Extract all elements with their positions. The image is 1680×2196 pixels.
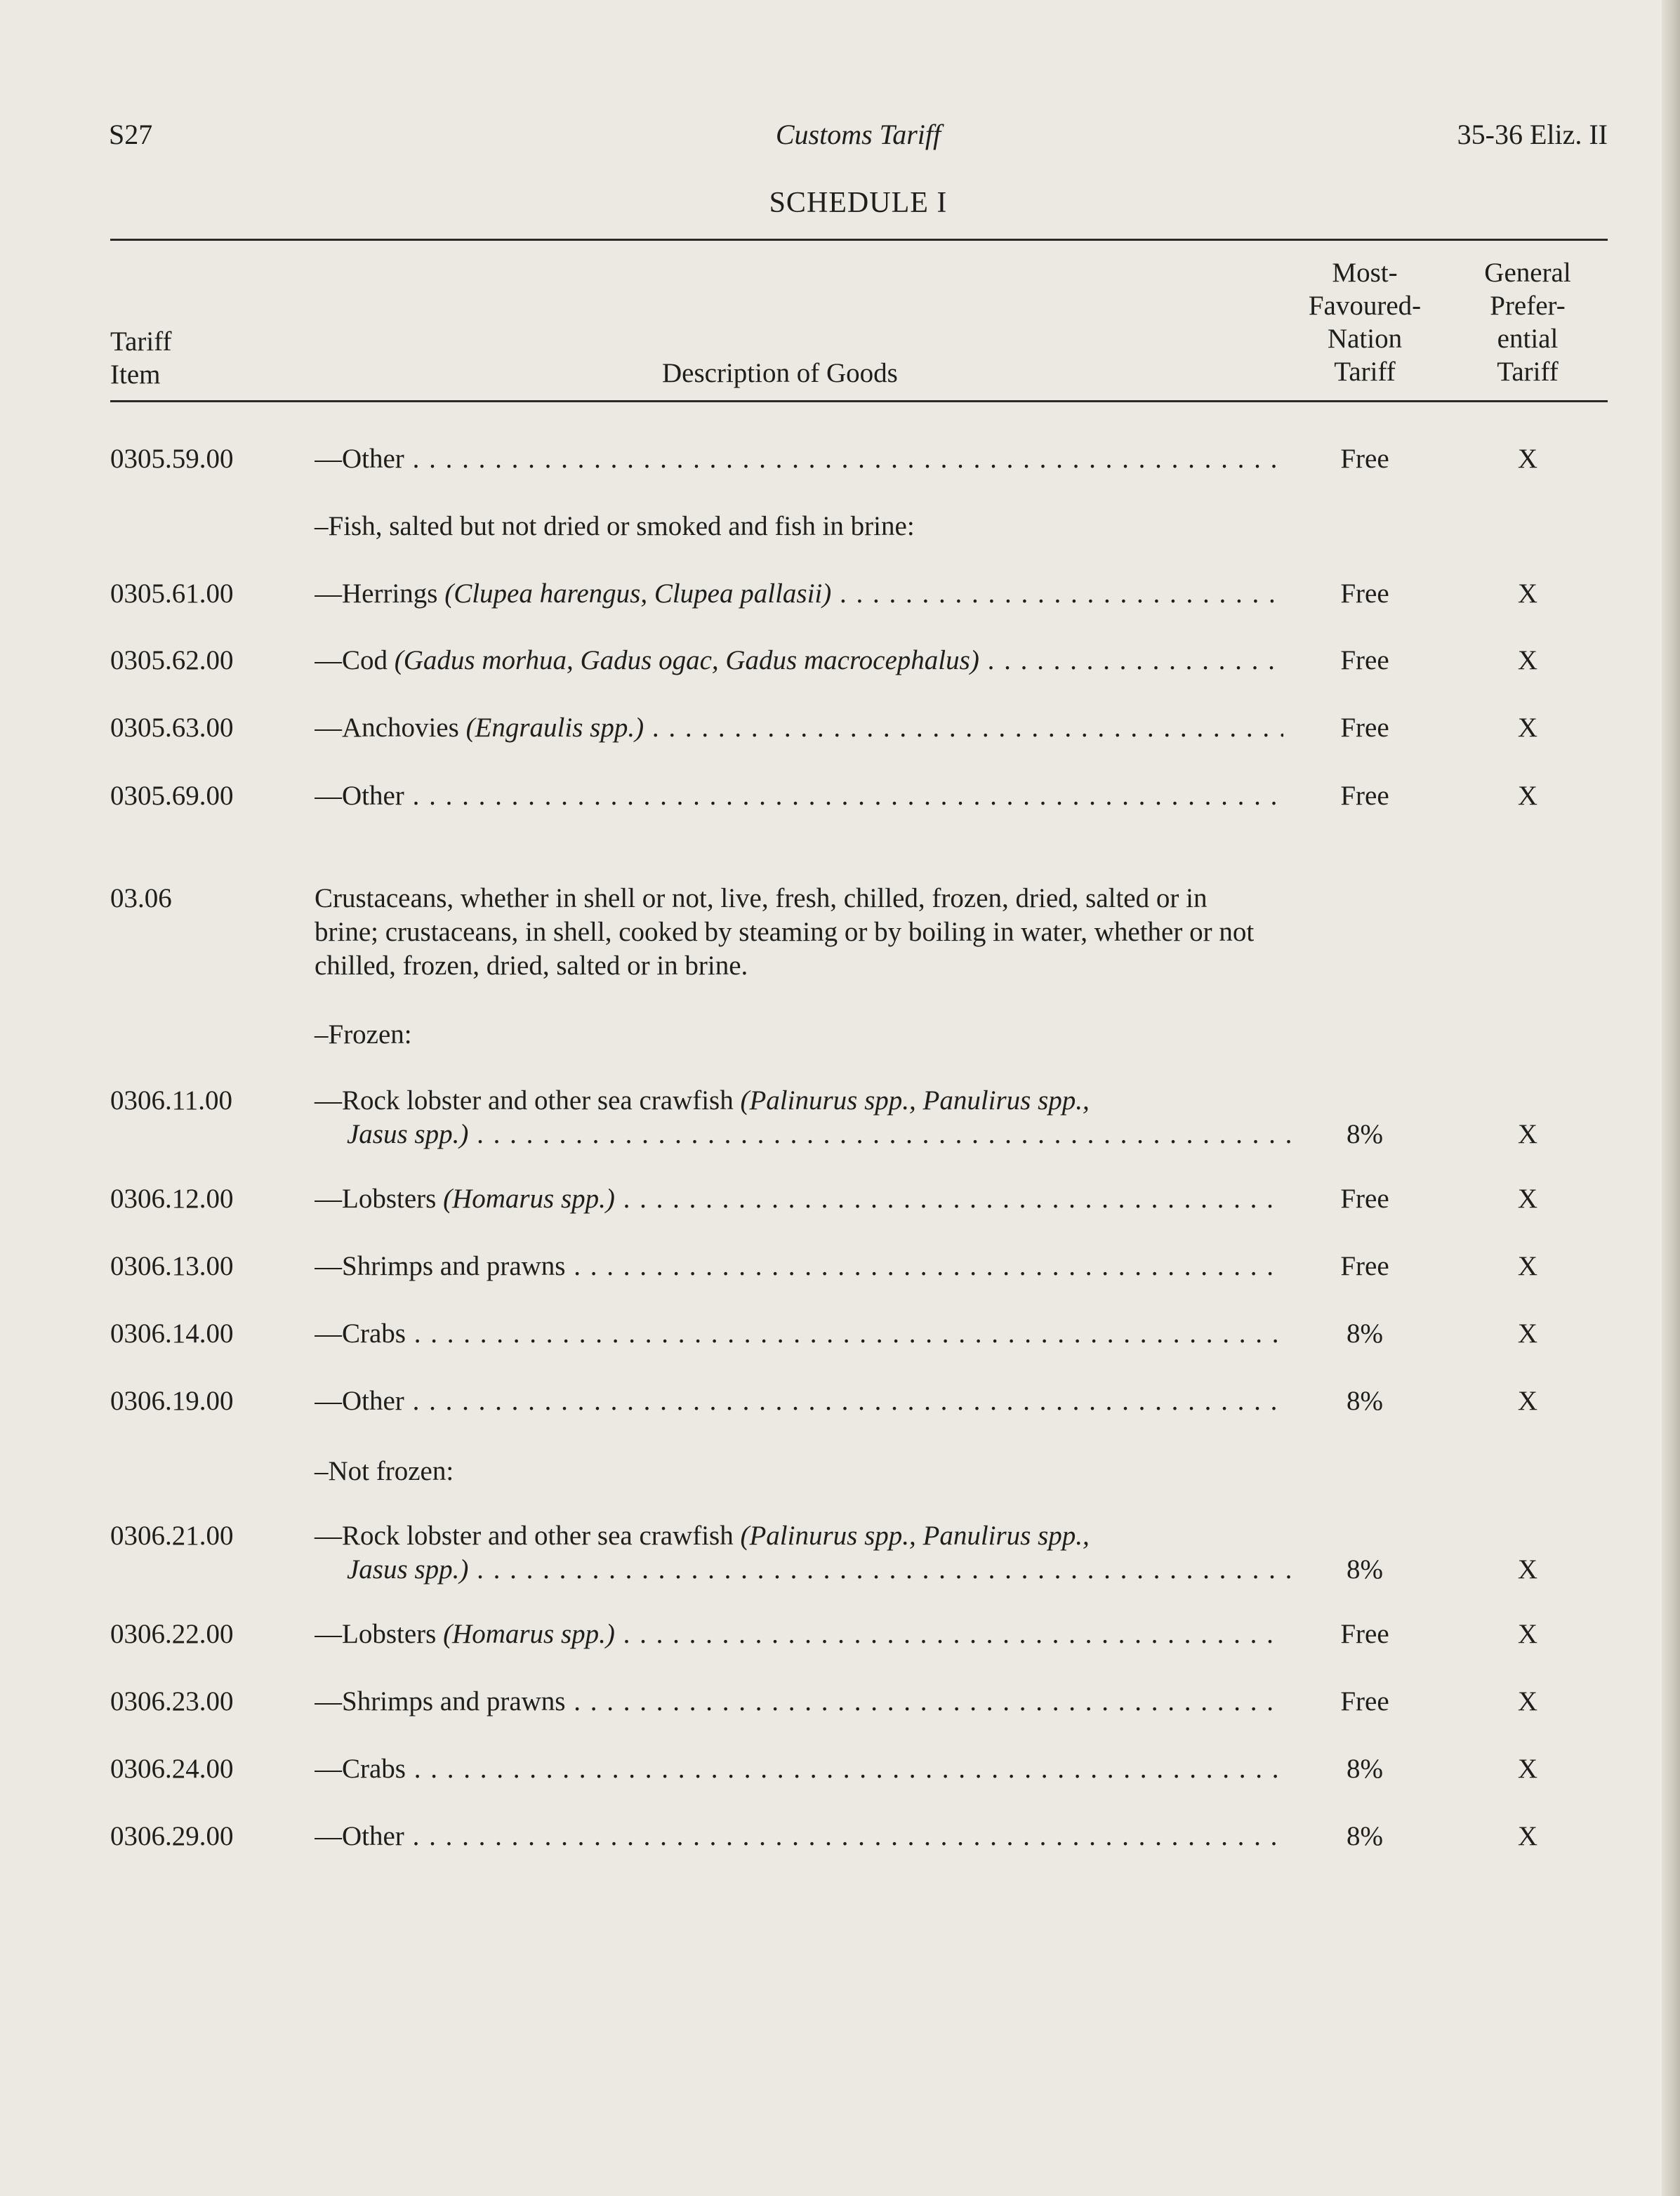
mfn-rate: Free — [1290, 1182, 1439, 1216]
description-text: —Herrings — [315, 578, 445, 609]
tariff-item-code: 0305.62.00 — [110, 645, 234, 675]
goods-description — [315, 1084, 1283, 1151]
mfn-rate: Free — [1290, 1250, 1439, 1283]
gpt-rate: X — [1517, 444, 1538, 474]
goods-description — [315, 1618, 1283, 1651]
tariff-item-code: 0306.14.00 — [110, 1318, 234, 1349]
column-header-description: Description of Goods — [662, 358, 898, 388]
running-header — [109, 118, 1608, 153]
gpt-rate: X — [1517, 781, 1538, 811]
description-text: —Anchovies — [315, 713, 466, 743]
schedule-title: SCHEDULE I — [769, 187, 948, 219]
session-reference: 35-36 Eliz. II — [1457, 119, 1608, 150]
description-text: —Rock lobster and other sea crawfish — [315, 1521, 741, 1551]
column-header-mfn-tariff — [1290, 256, 1439, 388]
goods-description — [315, 442, 1283, 476]
mfn-rate: Free — [1290, 1618, 1439, 1651]
mfn-rate: Free — [1290, 711, 1439, 745]
goods-description — [315, 577, 1283, 611]
gpt-rate: X — [1517, 1119, 1538, 1149]
description-text: —Other — [315, 444, 404, 474]
goods-description — [315, 1455, 1283, 1488]
tariff-item-code: 0306.11.00 — [110, 1085, 233, 1116]
goods-description — [315, 1752, 1283, 1786]
tariff-item-code: 0306.29.00 — [110, 1821, 234, 1851]
tariff-item-code: 0306.13.00 — [110, 1251, 234, 1281]
description-text: —Rock lobster and other sea crawfish — [315, 1085, 741, 1116]
tariff-item-code: 0306.22.00 — [110, 1619, 234, 1649]
mfn-rate: Free — [1290, 779, 1439, 813]
tariff-item-code: 0305.61.00 — [110, 578, 234, 609]
description-text: —Cod — [315, 645, 395, 675]
gpt-rate: X — [1517, 578, 1538, 609]
description-text: —Lobsters — [315, 1184, 444, 1214]
gpt-rate: X — [1517, 1686, 1538, 1717]
goods-description — [315, 1685, 1283, 1719]
mfn-rate: Free — [1290, 442, 1439, 476]
top-rule — [110, 239, 1608, 241]
tariff-item-code: 0305.59.00 — [110, 444, 234, 474]
scientific-name: (Homarus spp.) — [443, 1619, 615, 1649]
scientific-name: (Gadus morhua, Gadus ogac, Gadus macrocephalus) — [394, 645, 979, 675]
goods-description — [315, 1820, 1283, 1853]
goods-description — [315, 1182, 1283, 1216]
gpt-rate: X — [1517, 1821, 1538, 1851]
gpt-rate: X — [1517, 1554, 1538, 1585]
goods-description — [315, 882, 1283, 983]
page-reference: S27 — [109, 119, 153, 150]
scientific-name: (Clupea harengus, Clupea pallasii) — [444, 578, 832, 609]
column-header-line: Tariff — [110, 326, 172, 357]
scientific-name: (Homarus spp.) — [443, 1184, 615, 1214]
tariff-item-code: 0305.69.00 — [110, 781, 234, 811]
description-text: –Not frozen: — [315, 1456, 454, 1486]
description-text: —Other — [315, 1821, 404, 1851]
column-header-line: Most- — [1332, 258, 1398, 288]
goods-description — [315, 510, 1283, 543]
gpt-rate: X — [1517, 1318, 1538, 1349]
goods-description — [315, 779, 1283, 813]
gpt-rate: X — [1517, 1386, 1538, 1416]
description-text: —Crabs — [315, 1754, 406, 1784]
column-header-tariff-item — [110, 325, 172, 391]
mfn-rate: 8% — [1290, 1118, 1439, 1151]
tariff-item-code: 0305.63.00 — [110, 713, 234, 743]
gpt-rate: X — [1517, 1754, 1538, 1784]
column-header-line: ential — [1497, 324, 1559, 354]
gpt-rate: X — [1517, 645, 1538, 675]
tariff-heading-code: 03.06 — [110, 883, 172, 913]
scientific-name: (Engraulis spp.) — [465, 713, 644, 743]
description-text: —Lobsters — [315, 1619, 444, 1649]
page-edge — [1662, 0, 1680, 2196]
column-header-line: General — [1484, 258, 1571, 288]
scientific-name: Jasus spp.) — [347, 1119, 469, 1149]
tariff-item-code: 0306.24.00 — [110, 1754, 234, 1784]
goods-description — [315, 644, 1283, 677]
goods-description — [315, 711, 1283, 745]
mfn-rate: Free — [1290, 1685, 1439, 1719]
mfn-rate: Free — [1290, 644, 1439, 677]
description-text: Crustaceans, whether in shell or not, live, fresh, chilled, frozen, dried, salted or in brine; crustaceans, in shell, cooked by steaming or by boiling in water, whether or not chilled, frozen, dried, salted or in brine. — [315, 883, 1255, 981]
scientific-name: Jasus spp.) — [347, 1554, 469, 1585]
column-header-line: Item — [110, 359, 161, 390]
mfn-rate: 8% — [1290, 1752, 1439, 1786]
column-header-line: Prefer- — [1490, 291, 1566, 321]
description-text: —Other — [315, 781, 404, 811]
gpt-rate: X — [1517, 1184, 1538, 1214]
column-header-line: Tariff — [1497, 357, 1559, 387]
gpt-rate: X — [1517, 1251, 1538, 1281]
tariff-item-code: 0306.21.00 — [110, 1521, 234, 1551]
mfn-rate: 8% — [1290, 1384, 1439, 1418]
goods-description — [315, 1519, 1283, 1587]
goods-description — [315, 1018, 1283, 1052]
goods-description — [315, 1384, 1283, 1418]
gpt-rate: X — [1517, 1619, 1538, 1649]
description-text: –Frozen: — [315, 1019, 412, 1050]
goods-description — [315, 1317, 1283, 1351]
mfn-rate: 8% — [1290, 1553, 1439, 1587]
header-rule — [110, 400, 1608, 402]
column-header-line: Tariff — [1334, 357, 1396, 387]
description-text: —Other — [315, 1386, 404, 1416]
description-text: —Shrimps and prawns — [315, 1251, 566, 1281]
document-title: Customs Tariff — [775, 119, 941, 150]
goods-description — [315, 1250, 1283, 1283]
description-text: —Crabs — [315, 1318, 406, 1349]
tariff-item-code: 0306.19.00 — [110, 1386, 234, 1416]
description-text: –Fish, salted but not dried or smoked and fish in brine: — [315, 511, 915, 541]
gpt-rate: X — [1517, 713, 1538, 743]
mfn-rate: Free — [1290, 577, 1439, 611]
scientific-name: (Palinurus spp., Panulirus spp., — [740, 1521, 1090, 1551]
mfn-rate: 8% — [1290, 1317, 1439, 1351]
scientific-name: (Palinurus spp., Panulirus spp., — [740, 1085, 1090, 1116]
column-header-line: Favoured- — [1308, 291, 1422, 321]
column-header-line: Nation — [1327, 324, 1403, 354]
tariff-item-code: 0306.12.00 — [110, 1184, 234, 1214]
description-text: —Shrimps and prawns — [315, 1686, 566, 1717]
tariff-item-code: 0306.23.00 — [110, 1686, 234, 1717]
column-header-gpt-tariff — [1450, 256, 1605, 388]
mfn-rate: 8% — [1290, 1820, 1439, 1853]
